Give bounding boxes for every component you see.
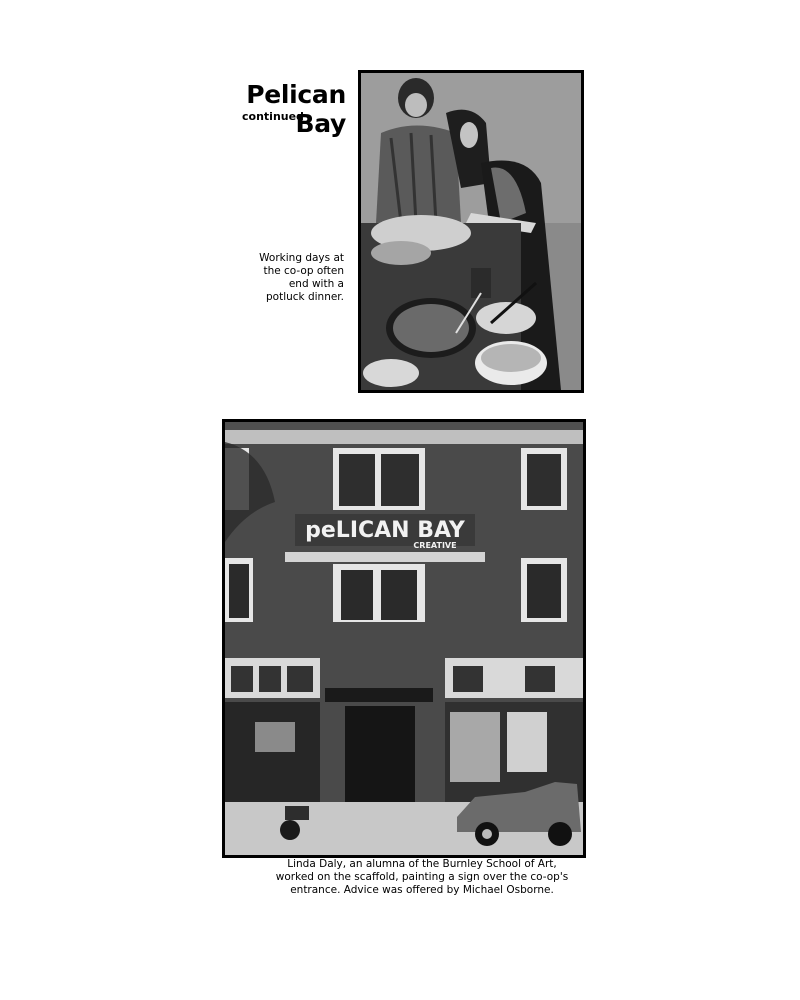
potluck-photo [358, 70, 584, 393]
storefront-caption [262, 858, 582, 897]
potluck-photo-image [361, 73, 581, 390]
caption-line: worked on the scaffold, painting a sign over the co-op's [275, 871, 569, 883]
caption-line: end with a [288, 278, 344, 290]
storefront-photo-image [225, 422, 583, 855]
storefront-sign-text: peLICAN BAY [305, 518, 465, 543]
storefront-sign-subtext: CREATIVE [413, 541, 457, 550]
page-subtitle: continued [242, 110, 304, 123]
caption-line: Linda Daly, an alumna of the Burnley School of Art, [287, 858, 557, 870]
caption-line: potluck dinner. [265, 291, 344, 303]
caption-line: Working days at [259, 252, 344, 264]
caption-line: the co-op often [263, 265, 344, 277]
page-title: Pelican Bay [246, 80, 346, 138]
potluck-caption [238, 252, 344, 304]
storefront-photo [222, 419, 586, 858]
caption-line: entrance. Advice was offered by Michael Osborne. [290, 884, 554, 896]
